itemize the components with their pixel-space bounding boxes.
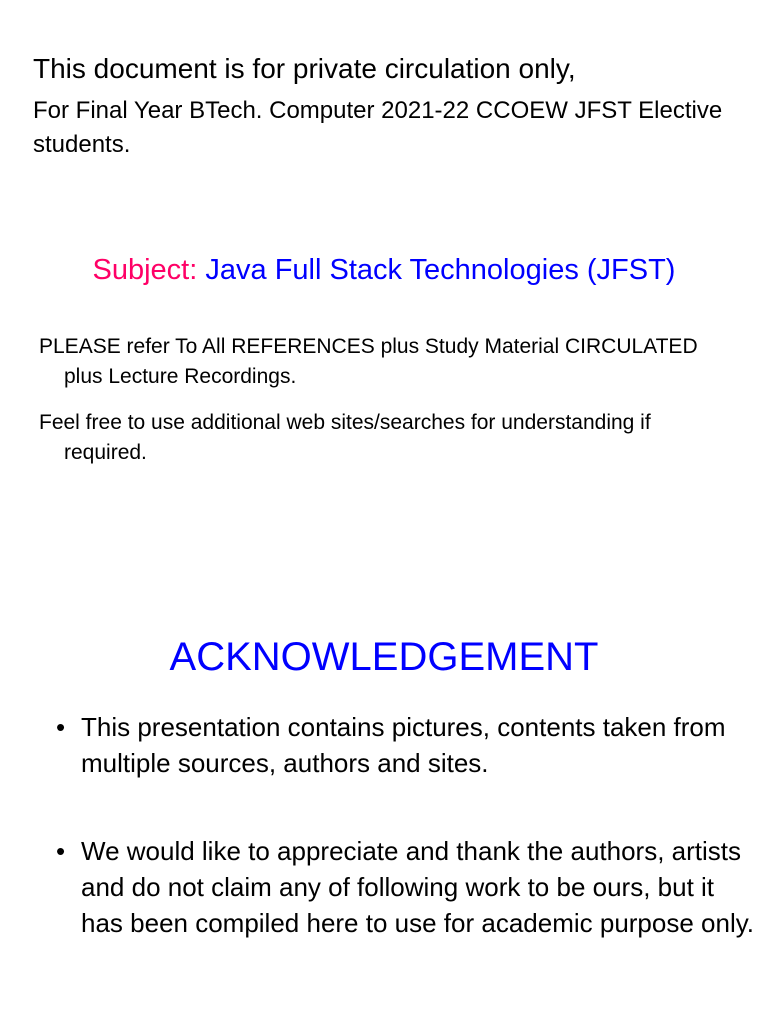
private-circulation-notice: This document is for private circulation only, (33, 53, 576, 84)
bullet-text: We would like to appreciate and thank the authors, artists and do not claim any of following work to be ours, but it has been compiled here to use for academic purpose only. (81, 836, 755, 938)
bullet-icon: • (56, 712, 66, 742)
acknowledgement-bullet (56, 833, 761, 941)
references-instruction: PLEASE refer To All REFERENCES plus Study Material CIRCULATED plus Lecture Recordings. (39, 335, 698, 388)
acknowledgement-bullet (56, 709, 761, 781)
subject-value: Java Full Stack Technologies (JFST) (205, 254, 676, 286)
subject-heading (0, 252, 768, 288)
subject-label: Subject: (92, 254, 198, 286)
audience-notice: For Final Year BTech. Computer 2021-22 CCOEW JFST Elective students. (33, 97, 723, 158)
bullet-text: This presentation contains pictures, contents taken from multiple sources, authors and sites. (81, 712, 726, 778)
acknowledgement-title: ACKNOWLEDGEMENT (169, 635, 599, 679)
web-search-instruction: Feel free to use additional web sites/searches for understanding if required. (39, 411, 651, 464)
bullet-icon: • (56, 836, 66, 866)
